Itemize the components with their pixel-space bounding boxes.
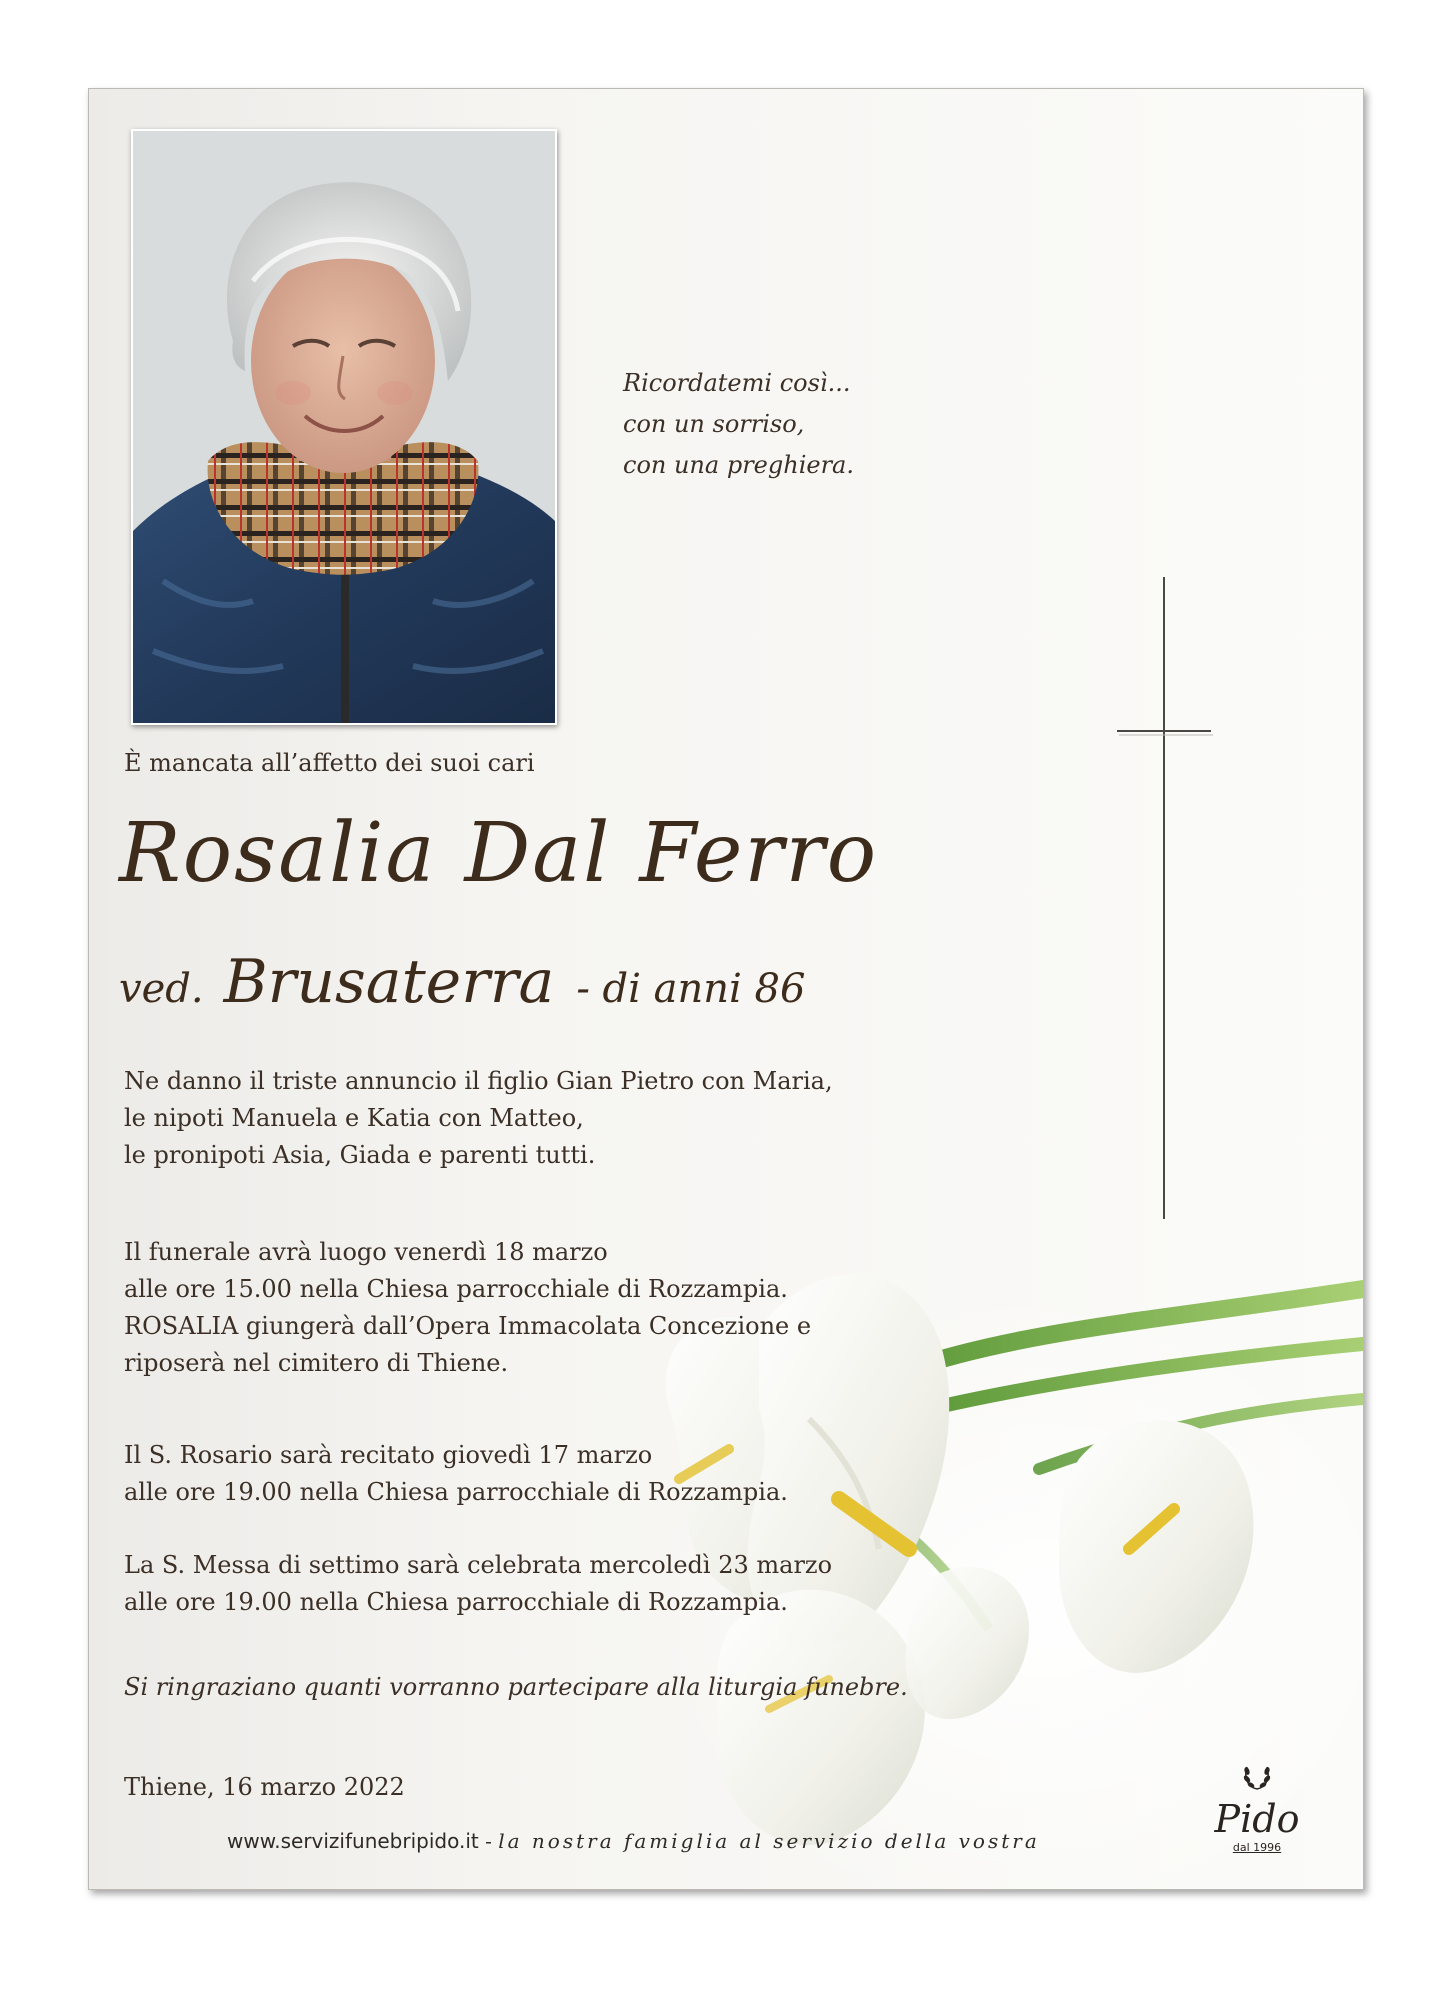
paragraph-line: alle ore 19.00 nella Chiesa parrocchiale di Rozzampia. (124, 1588, 788, 1616)
footer (227, 1829, 1040, 1853)
age-text: - di anni 86 (576, 966, 806, 1012)
place-date: Thiene, 16 marzo 2022 (124, 1773, 405, 1801)
paragraph-line: ROSALIA giungerà dall’Opera Immacolata Concezione e (124, 1312, 812, 1340)
deceased-name: Rosalia Dal Ferro (119, 806, 879, 901)
obituary-card (88, 88, 1364, 1890)
portrait-photo (131, 129, 557, 725)
funeral-paragraph (124, 1234, 811, 1382)
paragraph-line: le nipoti Manuela e Katia con Matteo, (124, 1104, 584, 1132)
paragraph-line: riposerà nel cimitero di Thiene. (124, 1349, 509, 1377)
logo-name: Pido (1214, 1797, 1300, 1841)
paragraph-line: Il S. Rosario sarà recitato giovedì 17 marzo (124, 1441, 653, 1469)
paragraph-line: alle ore 15.00 nella Chiesa parrocchiale di Rozzampia. (124, 1275, 788, 1303)
married-name-line (119, 947, 805, 1017)
paragraph-line: le pronipoti Asia, Giada e parenti tutti. (124, 1141, 596, 1169)
funeral-home-logo (1197, 1759, 1317, 1869)
paragraph-line: Ne danno il triste annuncio il figlio Gian Pietro con Maria, (124, 1067, 833, 1095)
thanks-text: Si ringraziano quanti vorranno partecipare alla liturgia funebre. (124, 1673, 908, 1701)
footer-tagline: la nostra famiglia al servizio della vostra (498, 1829, 1040, 1853)
rosary-paragraph (124, 1437, 788, 1511)
quote-line: con una preghiera. (623, 451, 854, 479)
cross-icon (1117, 577, 1217, 1219)
footer-separator: - (478, 1829, 499, 1853)
website-link[interactable]: www.servizifunebripido.it (227, 1829, 479, 1853)
intro-text: È mancata all’affetto dei suoi cari (124, 749, 535, 777)
married-name: Brusaterra (223, 947, 555, 1017)
laurel-wreath-icon (1241, 1759, 1273, 1793)
logo-since: dal 1996 (1232, 1841, 1282, 1854)
ved-prefix: ved. (119, 966, 204, 1012)
paragraph-line: La S. Messa di settimo sarà celebrata mercoledì 23 marzo (124, 1551, 833, 1579)
quote-line: con un sorriso, (623, 410, 805, 438)
paragraph-line: alle ore 19.00 nella Chiesa parrocchiale di Rozzampia. (124, 1478, 788, 1506)
announcement-paragraph (124, 1063, 833, 1174)
portrait-illustration (133, 131, 555, 723)
mass-paragraph (124, 1547, 832, 1621)
paragraph-line: Il funerale avrà luogo venerdì 18 marzo (124, 1238, 608, 1266)
quote-line: Ricordatemi così... (623, 369, 851, 397)
memorial-quote (623, 363, 953, 486)
